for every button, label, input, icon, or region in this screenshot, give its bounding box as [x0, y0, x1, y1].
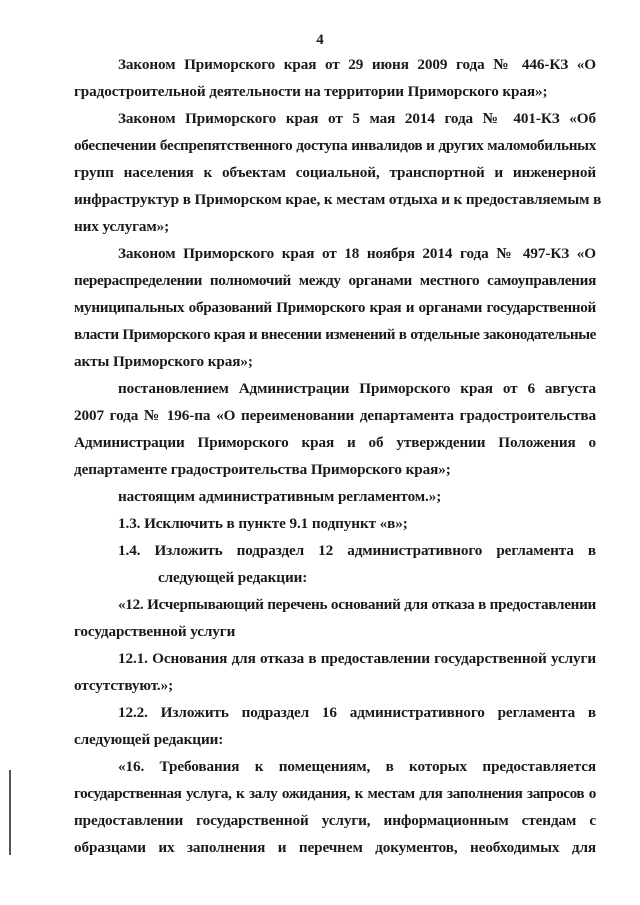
- text-line: перераспределении полномочий между органами местного самоуправления: [74, 272, 596, 289]
- text-line: них услугам»;: [74, 218, 170, 235]
- text-line: образцами их заполнения и перечнем документов, необходимых для: [74, 839, 596, 856]
- text-line: Законом Приморского края от 18 ноября 2014 года № 497-КЗ «О: [118, 245, 596, 262]
- text-line: 12.2. Изложить подраздел 16 административного регламента в: [118, 704, 596, 721]
- text-line: 1.3. Исключить в пункте 9.1 подпункт «в»;: [118, 515, 408, 532]
- text-line: государственная услуга, к залу ожидания, к местам для заполнения запросов о: [74, 785, 596, 802]
- text-line: государственной услуги: [74, 623, 236, 640]
- text-line: 12.1. Основания для отказа в предоставлении государственной услуги: [118, 650, 596, 667]
- text-line: департаменте градостроительства Приморского края»;: [74, 461, 451, 478]
- text-line: «16. Требования к помещениям, в которых предоставляется: [118, 758, 596, 775]
- text-line: градостроительной деятельности на территории Приморского края»;: [74, 83, 548, 100]
- text-line: следующей редакции:: [158, 569, 308, 586]
- text-line: отсутствуют.»;: [74, 677, 174, 694]
- text-line: групп населения к объектам социальной, транспортной и инженерной: [74, 164, 596, 181]
- scan-edge-mark: [9, 770, 11, 855]
- text-line: 1.4. Изложить подраздел 12 административного регламента в: [118, 542, 596, 559]
- text-line: предоставлении государственной услуги, информационным стендам с: [74, 812, 596, 829]
- page-number: 4: [316, 32, 324, 48]
- text-line: власти Приморского края и внесении изменений в отдельные законодательные: [74, 326, 596, 343]
- text-line: Законом Приморского края от 5 мая 2014 года № 401-КЗ «Об: [118, 110, 596, 127]
- text-line: «12. Исчерпывающий перечень оснований для отказа в предоставлении: [118, 596, 596, 613]
- text-line: настоящим административным регламентом.»;: [118, 488, 442, 505]
- text-line: акты Приморского края»;: [74, 353, 253, 370]
- text-line: Администрации Приморского края и об утверждении Положения о: [74, 434, 596, 451]
- text-line: следующей редакции:: [74, 731, 224, 748]
- text-line: 2007 года № 196-па «О переименовании департамента градостроительства: [74, 407, 596, 424]
- text-line: постановлением Администрации Приморского края от 6 августа: [118, 380, 596, 397]
- text-line: обеспечении беспрепятственного доступа инвалидов и других маломобильных: [74, 137, 596, 154]
- text-line: Законом Приморского края от 29 июня 2009 года № 446-КЗ «О: [118, 56, 596, 73]
- text-line: инфраструктур в Приморском крае, к местам отдыха и к предоставляемым в: [74, 191, 602, 208]
- text-line: муниципальных образований Приморского края и органами государственной: [74, 299, 596, 316]
